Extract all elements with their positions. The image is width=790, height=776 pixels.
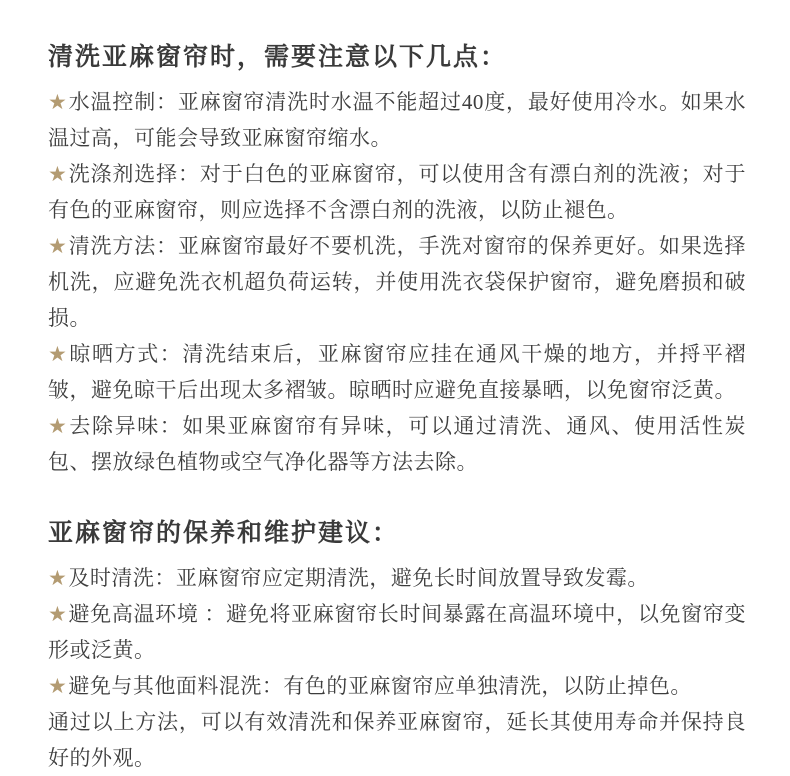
list-item-text: 避免与其他面料混洗：有色的亚麻窗帘应单独清洗，以防止掉色。 [68, 674, 692, 698]
list-item [48, 84, 746, 156]
star-icon: ★ [48, 234, 68, 258]
list-item-text: 洗涤剂选择：对于白色的亚麻窗帘，可以使用含有漂白剂的洗液；对于有色的亚麻窗帘，则应选择不含漂白剂的洗液，以防止褪色。 [48, 162, 746, 222]
section-1-heading: 清洗亚麻窗帘时，需要注意以下几点： [48, 44, 508, 71]
list-item-text: 去除异味：如果亚麻窗帘有异味，可以通过清洗、通风、使用活性炭包、摆放绿色植物或空气净化器等方法去除。 [48, 414, 747, 474]
star-icon: ★ [48, 342, 69, 366]
list-item [48, 228, 746, 336]
section-2-heading: 亚麻窗帘的保养和维护建议： [48, 520, 400, 547]
star-icon: ★ [48, 414, 69, 438]
list-item [48, 408, 746, 480]
list-item-text: 及时清洗：亚麻窗帘应定期清洗，避免长时间放置导致发霉。 [68, 566, 649, 590]
list-item-text: 晾晒方式：清洗结束后，亚麻窗帘应挂在通风干燥的地方，并捋平褶皱，避免晾干后出现太多褶皱。晾晒时应避免直接暴晒，以免窗帘泛黄。 [48, 342, 747, 402]
list-item-text: 避免高温环境 ：避免将亚麻窗帘长时间暴露在高温环境中，以免窗帘变形或泛黄。 [48, 602, 746, 662]
list-item [48, 560, 746, 596]
list-item-text: 清洗方法：亚麻窗帘最好不要机洗，手洗对窗帘的保养更好。如果选择机洗，应避免洗衣机超负荷运转，并使用洗衣袋保护窗帘，避免磨损和破损。 [48, 234, 746, 330]
star-icon: ★ [48, 602, 68, 626]
list-item [48, 668, 746, 704]
star-icon: ★ [48, 566, 68, 590]
list-item [48, 596, 746, 668]
list-item [48, 156, 746, 228]
star-icon: ★ [48, 90, 68, 114]
star-icon: ★ [48, 162, 68, 186]
star-icon: ★ [48, 674, 68, 698]
list-item [48, 336, 746, 408]
list-item-text: 水温控制：亚麻窗帘清洗时水温不能超过40度，最好使用冷水。如果水温过高，可能会导致亚麻窗帘缩水。 [48, 90, 746, 150]
closing-paragraph: 通过以上方法，可以有效清洗和保养亚麻窗帘，延长其使用寿命并保持良好的外观。 [48, 710, 746, 770]
